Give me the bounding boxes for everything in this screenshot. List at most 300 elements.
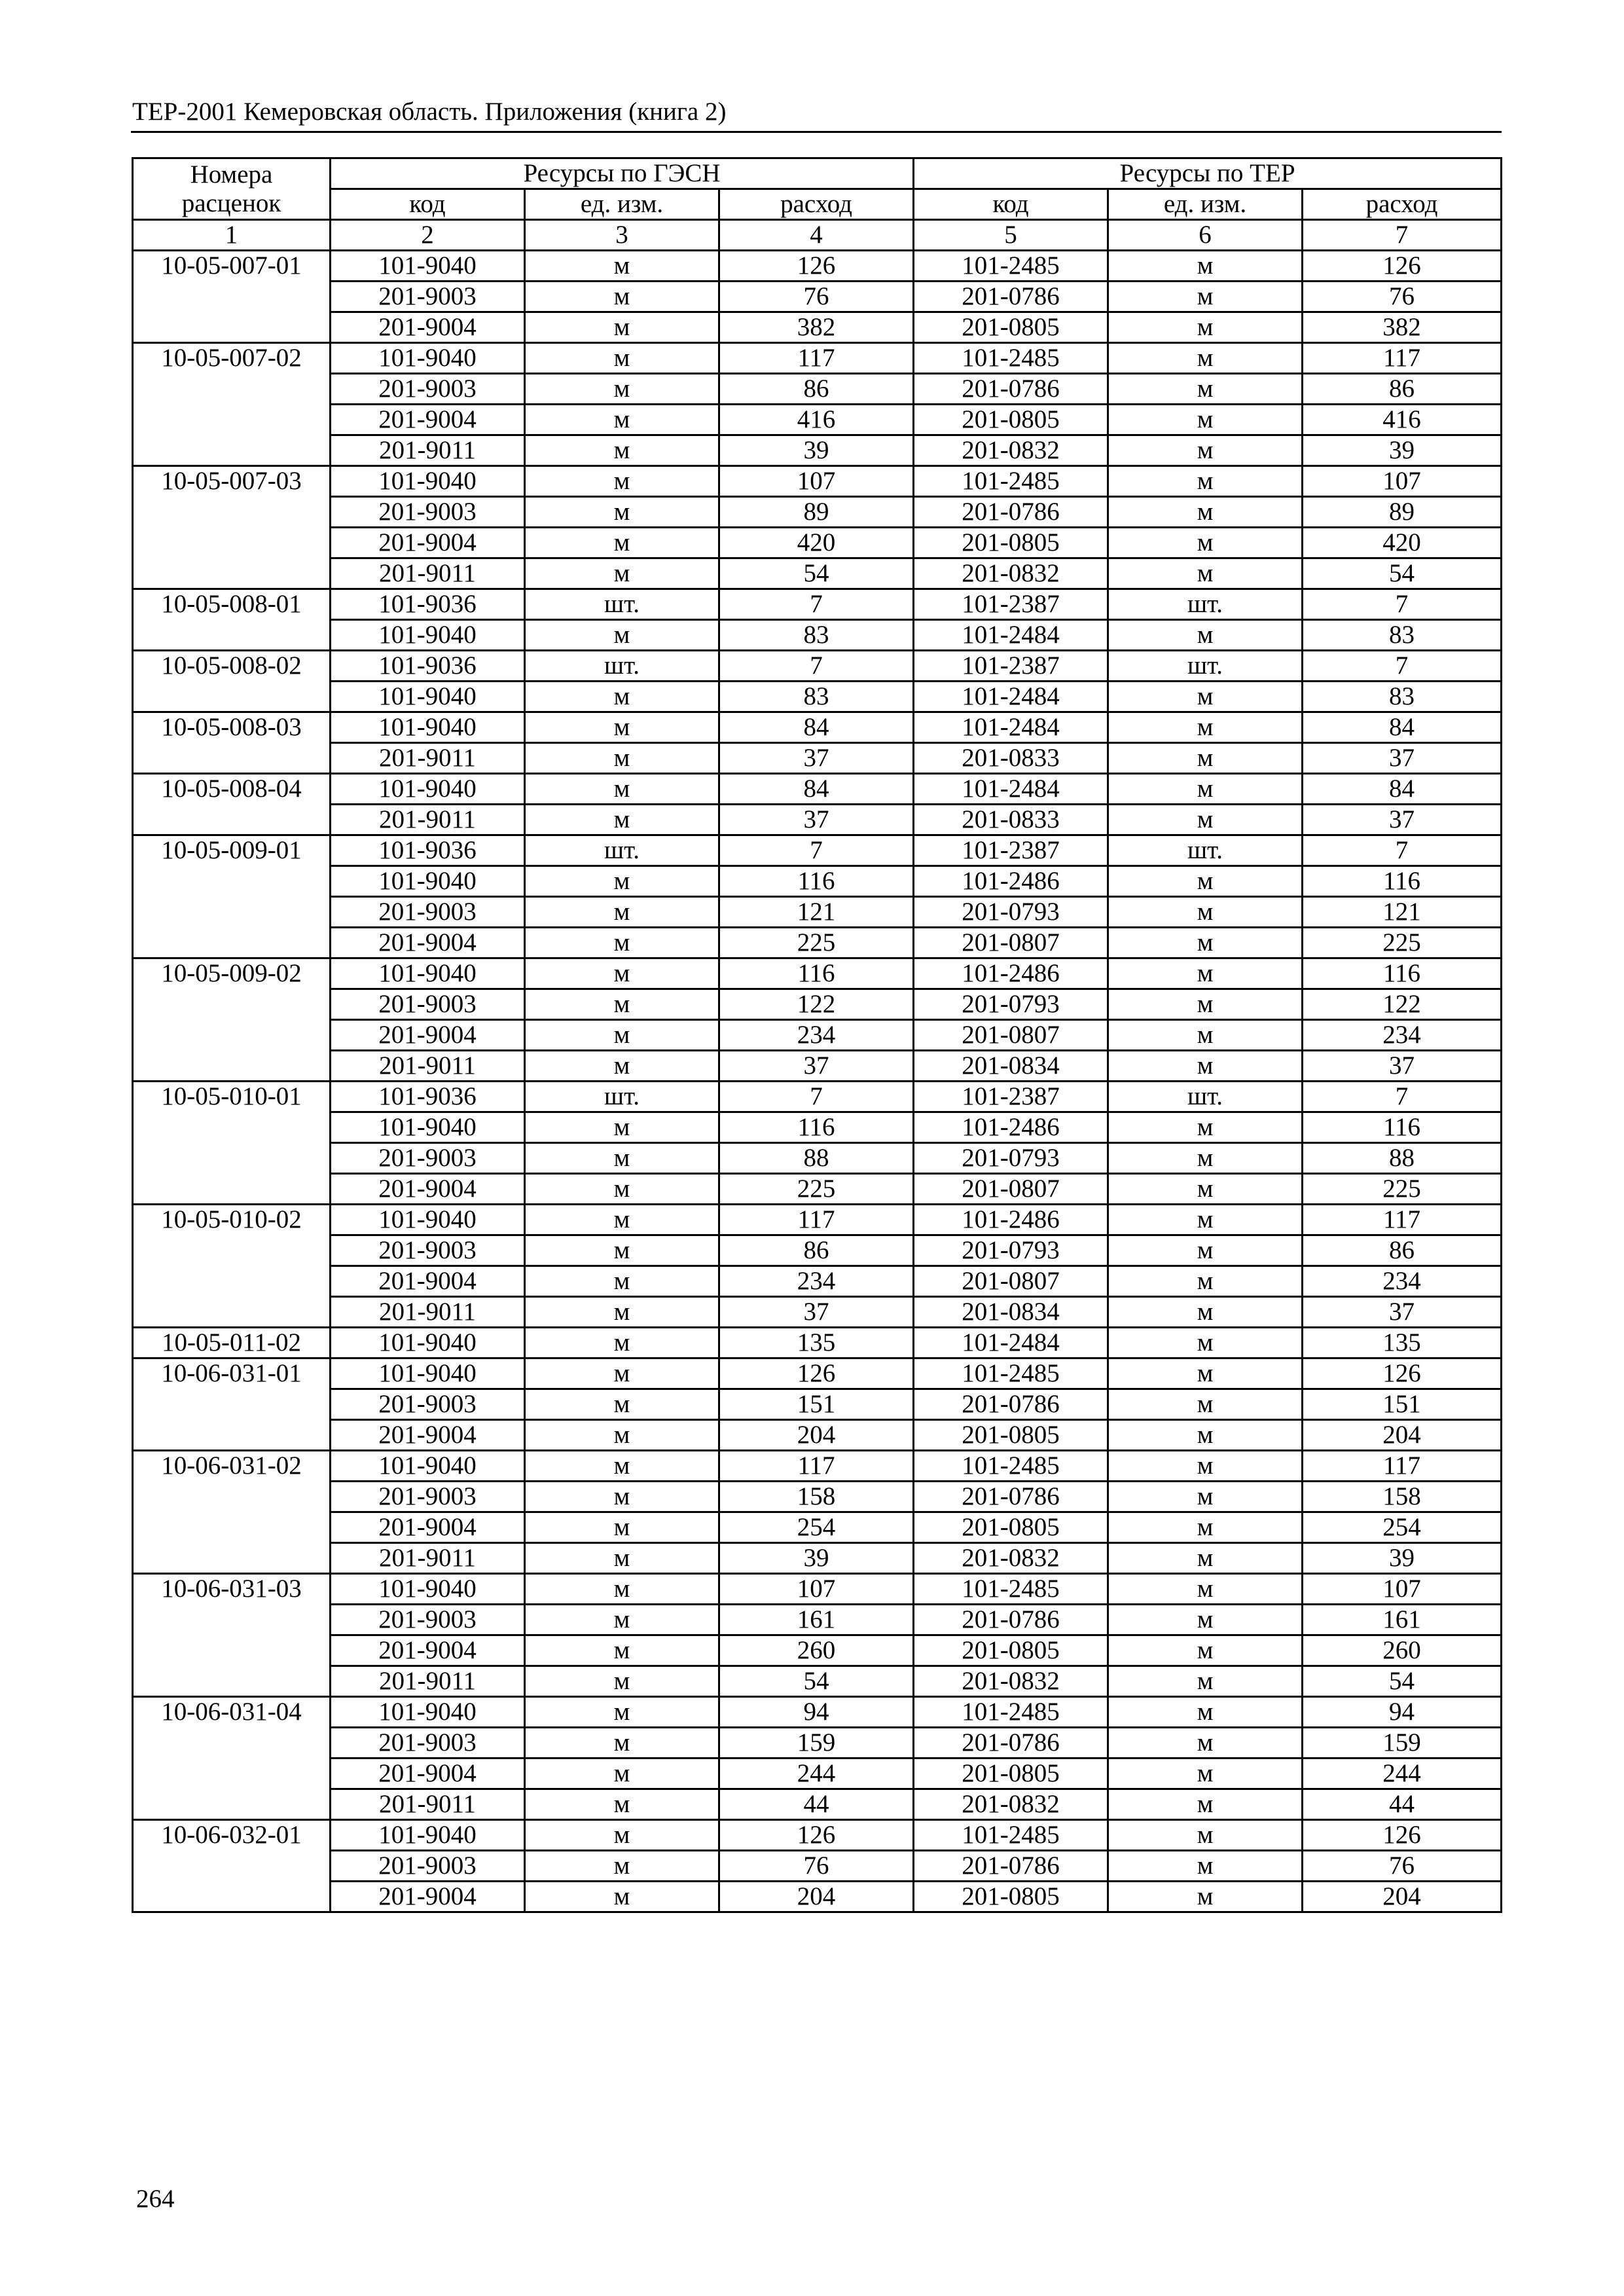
ter-consumption-cell: 234	[1303, 1020, 1502, 1051]
gesn-code-cell: 201-9004	[331, 1020, 525, 1051]
ter-unit-cell: м	[1108, 435, 1303, 466]
ter-consumption-cell: 37	[1303, 805, 1502, 835]
ter-consumption-cell: 126	[1303, 1358, 1502, 1389]
gesn-unit-cell: м	[525, 1297, 719, 1328]
ter-unit-cell: м	[1108, 466, 1303, 497]
ter-unit-cell: м	[1108, 1020, 1303, 1051]
gesn-code-cell: 101-9040	[331, 620, 525, 651]
table-row	[133, 866, 1502, 897]
table-row	[133, 1420, 1502, 1451]
gesn-unit-cell: м	[525, 1512, 719, 1543]
head-gesn-unit: ед. изм.	[525, 189, 719, 220]
table-row	[133, 1728, 1502, 1758]
page-header-title: ТЕР-2001 Кемеровская область. Приложения (книга 2)	[132, 98, 727, 126]
gesn-consumption-cell: 158	[719, 1482, 914, 1512]
table-row	[133, 1389, 1502, 1420]
ter-code-cell: 201-0832	[914, 1789, 1108, 1820]
ter-unit-cell: м	[1108, 1051, 1303, 1082]
ter-consumption-cell: 204	[1303, 1420, 1502, 1451]
table-row	[133, 743, 1502, 774]
ter-unit-cell: м	[1108, 866, 1303, 897]
ter-code-cell: 201-0805	[914, 1758, 1108, 1789]
table-body	[133, 251, 1502, 1912]
table-row	[133, 897, 1502, 928]
ter-consumption-cell: 126	[1303, 1820, 1502, 1851]
table-row	[133, 651, 1502, 682]
gesn-code-cell: 101-9040	[331, 1574, 525, 1605]
gesn-consumption-cell: 126	[719, 1820, 914, 1851]
table-row	[133, 1020, 1502, 1051]
table-row	[133, 682, 1502, 712]
gesn-unit-cell: м	[525, 528, 719, 558]
gesn-unit-cell: шт.	[525, 835, 719, 866]
ter-unit-cell: м	[1108, 374, 1303, 405]
ter-code-cell: 201-0832	[914, 1666, 1108, 1697]
table-row	[133, 805, 1502, 835]
gesn-consumption-cell: 94	[719, 1697, 914, 1728]
ter-code-cell: 101-2387	[914, 589, 1108, 620]
head-ter-unit: ед. изм.	[1108, 189, 1303, 220]
ter-code-cell: 101-2387	[914, 1082, 1108, 1112]
gesn-consumption-cell: 135	[719, 1328, 914, 1358]
gesn-code-cell: 101-9040	[331, 1358, 525, 1389]
gesn-code-cell: 201-9011	[331, 558, 525, 589]
gesn-consumption-cell: 89	[719, 497, 914, 528]
ter-unit-cell: м	[1108, 343, 1303, 374]
ter-consumption-cell: 416	[1303, 405, 1502, 435]
gesn-code-cell: 201-9004	[331, 1174, 525, 1205]
gesn-consumption-cell: 37	[719, 743, 914, 774]
ter-unit-cell: м	[1108, 958, 1303, 989]
ter-consumption-cell: 107	[1303, 466, 1502, 497]
ter-code-cell: 201-0805	[914, 1420, 1108, 1451]
ter-unit-cell: м	[1108, 989, 1303, 1020]
ter-unit-cell: м	[1108, 620, 1303, 651]
gesn-code-cell: 101-9040	[331, 1820, 525, 1851]
rate-number-cell: 10-05-007-02	[133, 343, 331, 466]
gesn-unit-cell: м	[525, 1758, 719, 1789]
gesn-unit-cell: м	[525, 1543, 719, 1574]
ter-consumption-cell: 54	[1303, 1666, 1502, 1697]
ter-unit-cell: м	[1108, 897, 1303, 928]
head-gesn-group: Ресурсы по ГЭСН	[331, 158, 914, 189]
table-row	[133, 1666, 1502, 1697]
ter-code-cell: 101-2485	[914, 1574, 1108, 1605]
ter-consumption-cell: 117	[1303, 1451, 1502, 1482]
col-number: 6	[1108, 220, 1303, 251]
ter-consumption-cell: 37	[1303, 1051, 1502, 1082]
gesn-unit-cell: м	[525, 1205, 719, 1235]
rate-number-cell: 10-06-031-04	[133, 1697, 331, 1820]
ter-unit-cell: м	[1108, 1235, 1303, 1266]
ter-consumption-cell: 84	[1303, 774, 1502, 805]
table-row	[133, 1543, 1502, 1574]
ter-code-cell: 201-0805	[914, 1882, 1108, 1912]
ter-code-cell: 101-2484	[914, 1328, 1108, 1358]
ter-unit-cell: шт.	[1108, 589, 1303, 620]
ter-unit-cell: м	[1108, 1728, 1303, 1758]
ter-code-cell: 201-0786	[914, 1728, 1108, 1758]
gesn-consumption-cell: 116	[719, 1112, 914, 1143]
gesn-unit-cell: м	[525, 989, 719, 1020]
ter-code-cell: 101-2484	[914, 774, 1108, 805]
gesn-unit-cell: м	[525, 958, 719, 989]
gesn-consumption-cell: 107	[719, 466, 914, 497]
gesn-code-cell: 201-9011	[331, 743, 525, 774]
gesn-unit-cell: м	[525, 1020, 719, 1051]
table-row	[133, 1512, 1502, 1543]
ter-consumption-cell: 159	[1303, 1728, 1502, 1758]
gesn-consumption-cell: 126	[719, 1358, 914, 1389]
gesn-consumption-cell: 117	[719, 343, 914, 374]
ter-unit-cell: м	[1108, 1174, 1303, 1205]
gesn-code-cell: 101-9040	[331, 712, 525, 743]
gesn-unit-cell: шт.	[525, 589, 719, 620]
ter-code-cell: 101-2485	[914, 1358, 1108, 1389]
ter-unit-cell: м	[1108, 1420, 1303, 1451]
ter-unit-cell: м	[1108, 282, 1303, 312]
gesn-code-cell: 101-9040	[331, 1328, 525, 1358]
gesn-code-cell: 201-9003	[331, 282, 525, 312]
gesn-unit-cell: м	[525, 1051, 719, 1082]
rate-number-cell: 10-05-007-03	[133, 466, 331, 589]
ter-consumption-cell: 39	[1303, 1543, 1502, 1574]
gesn-code-cell: 101-9040	[331, 774, 525, 805]
ter-unit-cell: м	[1108, 1697, 1303, 1728]
header-rule	[131, 131, 1502, 133]
ter-consumption-cell: 86	[1303, 1235, 1502, 1266]
ter-unit-cell: м	[1108, 497, 1303, 528]
ter-consumption-cell: 234	[1303, 1266, 1502, 1297]
table-row	[133, 712, 1502, 743]
table-row	[133, 312, 1502, 343]
gesn-code-cell: 101-9040	[331, 466, 525, 497]
gesn-consumption-cell: 83	[719, 620, 914, 651]
gesn-code-cell: 201-9003	[331, 374, 525, 405]
ter-consumption-cell: 161	[1303, 1605, 1502, 1635]
gesn-unit-cell: м	[525, 1451, 719, 1482]
gesn-unit-cell: м	[525, 1605, 719, 1635]
gesn-code-cell: 101-9036	[331, 589, 525, 620]
ter-consumption-cell: 94	[1303, 1697, 1502, 1728]
gesn-unit-cell: м	[525, 1328, 719, 1358]
ter-code-cell: 101-2484	[914, 620, 1108, 651]
ter-unit-cell: м	[1108, 928, 1303, 958]
page-number: 264	[136, 2185, 175, 2213]
ter-unit-cell: м	[1108, 1851, 1303, 1882]
table-row	[133, 251, 1502, 282]
table-row	[133, 1851, 1502, 1882]
gesn-code-cell: 201-9003	[331, 1235, 525, 1266]
table-row	[133, 343, 1502, 374]
ter-code-cell: 201-0834	[914, 1051, 1108, 1082]
ter-code-cell: 101-2484	[914, 712, 1108, 743]
gesn-unit-cell: м	[525, 1143, 719, 1174]
ter-code-cell: 201-0786	[914, 1482, 1108, 1512]
ter-consumption-cell: 37	[1303, 1297, 1502, 1328]
ter-consumption-cell: 39	[1303, 435, 1502, 466]
ter-consumption-cell: 116	[1303, 958, 1502, 989]
gesn-unit-cell: шт.	[525, 651, 719, 682]
gesn-code-cell: 201-9004	[331, 1882, 525, 1912]
table-row	[133, 989, 1502, 1020]
ter-code-cell: 101-2485	[914, 1820, 1108, 1851]
gesn-code-cell: 101-9040	[331, 1451, 525, 1482]
gesn-unit-cell: м	[525, 343, 719, 374]
gesn-unit-cell: м	[525, 805, 719, 835]
gesn-code-cell: 101-9040	[331, 1205, 525, 1235]
rate-number-cell: 10-06-032-01	[133, 1820, 331, 1912]
col-number: 5	[914, 220, 1108, 251]
gesn-unit-cell: м	[525, 774, 719, 805]
ter-unit-cell: м	[1108, 1512, 1303, 1543]
gesn-consumption-cell: 84	[719, 774, 914, 805]
ter-consumption-cell: 44	[1303, 1789, 1502, 1820]
table-row	[133, 1820, 1502, 1851]
gesn-code-cell: 201-9011	[331, 1297, 525, 1328]
gesn-unit-cell: м	[525, 866, 719, 897]
ter-consumption-cell: 117	[1303, 1205, 1502, 1235]
ter-code-cell: 201-0832	[914, 435, 1108, 466]
ter-consumption-cell: 84	[1303, 712, 1502, 743]
table-row	[133, 1328, 1502, 1358]
rate-number-cell: 10-05-008-03	[133, 712, 331, 774]
gesn-code-cell: 201-9003	[331, 989, 525, 1020]
gesn-code-cell: 101-9040	[331, 1697, 525, 1728]
ter-code-cell: 201-0807	[914, 1020, 1108, 1051]
gesn-unit-cell: м	[525, 682, 719, 712]
ter-code-cell: 201-0805	[914, 405, 1108, 435]
ter-code-cell: 201-0805	[914, 1635, 1108, 1666]
gesn-consumption-cell: 84	[719, 712, 914, 743]
gesn-consumption-cell: 116	[719, 958, 914, 989]
gesn-code-cell: 201-9003	[331, 497, 525, 528]
ter-unit-cell: м	[1108, 743, 1303, 774]
gesn-consumption-cell: 204	[719, 1882, 914, 1912]
gesn-unit-cell: м	[525, 1789, 719, 1820]
gesn-consumption-cell: 151	[719, 1389, 914, 1420]
ter-code-cell: 201-0793	[914, 897, 1108, 928]
gesn-unit-cell: м	[525, 1266, 719, 1297]
ter-consumption-cell: 86	[1303, 374, 1502, 405]
gesn-consumption-cell: 54	[719, 558, 914, 589]
gesn-consumption-cell: 126	[719, 251, 914, 282]
rate-number-cell: 10-05-010-01	[133, 1082, 331, 1205]
ter-code-cell: 201-0793	[914, 989, 1108, 1020]
rate-number-cell: 10-06-031-02	[133, 1451, 331, 1574]
gesn-consumption-cell: 159	[719, 1728, 914, 1758]
ter-consumption-cell: 382	[1303, 312, 1502, 343]
gesn-consumption-cell: 7	[719, 651, 914, 682]
gesn-consumption-cell: 416	[719, 405, 914, 435]
ter-consumption-cell: 54	[1303, 558, 1502, 589]
gesn-unit-cell: м	[525, 1666, 719, 1697]
ter-code-cell: 201-0832	[914, 558, 1108, 589]
ter-unit-cell: м	[1108, 682, 1303, 712]
gesn-code-cell: 201-9003	[331, 897, 525, 928]
gesn-unit-cell: м	[525, 1174, 719, 1205]
gesn-consumption-cell: 161	[719, 1605, 914, 1635]
ter-consumption-cell: 254	[1303, 1512, 1502, 1543]
ter-consumption-cell: 7	[1303, 835, 1502, 866]
gesn-code-cell: 201-9004	[331, 528, 525, 558]
ter-unit-cell: м	[1108, 1112, 1303, 1143]
gesn-consumption-cell: 225	[719, 928, 914, 958]
table-row	[133, 1082, 1502, 1112]
ter-unit-cell: м	[1108, 558, 1303, 589]
rate-number-cell: 10-05-007-01	[133, 251, 331, 343]
table-row	[133, 1882, 1502, 1912]
table-row	[133, 528, 1502, 558]
ter-code-cell: 201-0832	[914, 1543, 1108, 1574]
table-row	[133, 928, 1502, 958]
gesn-code-cell: 201-9003	[331, 1851, 525, 1882]
table-row	[133, 466, 1502, 497]
ter-unit-cell: м	[1108, 1358, 1303, 1389]
rate-number-cell: 10-05-010-02	[133, 1205, 331, 1328]
head-row-1	[133, 158, 1502, 189]
gesn-consumption-cell: 7	[719, 589, 914, 620]
gesn-consumption-cell: 86	[719, 374, 914, 405]
table-row	[133, 374, 1502, 405]
ter-unit-cell: м	[1108, 1820, 1303, 1851]
ter-code-cell: 101-2486	[914, 958, 1108, 989]
ter-unit-cell: м	[1108, 1451, 1303, 1482]
gesn-consumption-cell: 54	[719, 1666, 914, 1697]
ter-unit-cell: м	[1108, 1635, 1303, 1666]
ter-consumption-cell: 204	[1303, 1882, 1502, 1912]
ter-unit-cell: м	[1108, 774, 1303, 805]
gesn-code-cell: 201-9004	[331, 928, 525, 958]
ter-code-cell: 201-0834	[914, 1297, 1108, 1328]
ter-unit-cell: м	[1108, 1574, 1303, 1605]
gesn-code-cell: 101-9040	[331, 343, 525, 374]
ter-code-cell: 201-0786	[914, 1389, 1108, 1420]
gesn-unit-cell: м	[525, 897, 719, 928]
gesn-unit-cell: м	[525, 497, 719, 528]
resources-table	[132, 157, 1502, 1913]
table-row	[133, 589, 1502, 620]
gesn-unit-cell: м	[525, 558, 719, 589]
table-row	[133, 1297, 1502, 1328]
rate-number-cell: 10-05-008-02	[133, 651, 331, 712]
table-row	[133, 1758, 1502, 1789]
table-row	[133, 1697, 1502, 1728]
ter-code-cell: 101-2485	[914, 251, 1108, 282]
gesn-code-cell: 101-9040	[331, 958, 525, 989]
gesn-unit-cell: м	[525, 1882, 719, 1912]
head-row-2	[133, 189, 1502, 220]
rate-number-cell: 10-05-008-04	[133, 774, 331, 835]
ter-unit-cell: м	[1108, 1266, 1303, 1297]
ter-unit-cell: м	[1108, 1328, 1303, 1358]
ter-code-cell: 101-2485	[914, 343, 1108, 374]
ter-unit-cell: м	[1108, 1143, 1303, 1174]
ter-code-cell: 201-0786	[914, 497, 1108, 528]
gesn-consumption-cell: 234	[719, 1020, 914, 1051]
ter-code-cell: 201-0833	[914, 743, 1108, 774]
table-row	[133, 1174, 1502, 1205]
table-row	[133, 1358, 1502, 1389]
ter-consumption-cell: 420	[1303, 528, 1502, 558]
ter-unit-cell: м	[1108, 405, 1303, 435]
ter-unit-cell: м	[1108, 1297, 1303, 1328]
ter-consumption-cell: 83	[1303, 682, 1502, 712]
table-row	[133, 405, 1502, 435]
gesn-unit-cell: м	[525, 405, 719, 435]
ter-unit-cell: шт.	[1108, 1082, 1303, 1112]
table-row	[133, 497, 1502, 528]
ter-unit-cell: м	[1108, 528, 1303, 558]
gesn-consumption-cell: 44	[719, 1789, 914, 1820]
gesn-consumption-cell: 7	[719, 835, 914, 866]
head-ter-consumption: расход	[1303, 189, 1502, 220]
gesn-unit-cell: м	[525, 928, 719, 958]
gesn-unit-cell: м	[525, 1482, 719, 1512]
gesn-consumption-cell: 39	[719, 1543, 914, 1574]
gesn-code-cell: 201-9004	[331, 1512, 525, 1543]
gesn-unit-cell: м	[525, 466, 719, 497]
ter-consumption-cell: 126	[1303, 251, 1502, 282]
gesn-unit-cell: м	[525, 620, 719, 651]
table-row	[133, 774, 1502, 805]
ter-unit-cell: шт.	[1108, 651, 1303, 682]
gesn-code-cell: 201-9011	[331, 435, 525, 466]
ter-code-cell: 201-0807	[914, 928, 1108, 958]
gesn-code-cell: 201-9004	[331, 1266, 525, 1297]
gesn-code-cell: 201-9004	[331, 1758, 525, 1789]
ter-consumption-cell: 122	[1303, 989, 1502, 1020]
ter-code-cell: 201-0786	[914, 1605, 1108, 1635]
table-row	[133, 1112, 1502, 1143]
gesn-consumption-cell: 117	[719, 1205, 914, 1235]
table-row	[133, 1574, 1502, 1605]
rate-number-cell: 10-06-031-01	[133, 1358, 331, 1451]
gesn-code-cell: 201-9011	[331, 1789, 525, 1820]
gesn-code-cell: 101-9040	[331, 251, 525, 282]
ter-consumption-cell: 260	[1303, 1635, 1502, 1666]
ter-code-cell: 101-2387	[914, 835, 1108, 866]
gesn-consumption-cell: 204	[719, 1420, 914, 1451]
ter-code-cell: 101-2486	[914, 866, 1108, 897]
ter-unit-cell: м	[1108, 712, 1303, 743]
gesn-code-cell: 201-9003	[331, 1143, 525, 1174]
ter-consumption-cell: 7	[1303, 1082, 1502, 1112]
head-rate-numbers: Номера расценок	[133, 158, 331, 220]
ter-consumption-cell: 7	[1303, 651, 1502, 682]
ter-consumption-cell: 116	[1303, 866, 1502, 897]
rate-number-cell: 10-06-031-03	[133, 1574, 331, 1697]
ter-consumption-cell: 89	[1303, 497, 1502, 528]
gesn-code-cell: 201-9003	[331, 1482, 525, 1512]
ter-consumption-cell: 88	[1303, 1143, 1502, 1174]
ter-code-cell: 101-2485	[914, 466, 1108, 497]
col-number: 2	[331, 220, 525, 251]
gesn-consumption-cell: 107	[719, 1574, 914, 1605]
gesn-unit-cell: м	[525, 1697, 719, 1728]
ter-unit-cell: м	[1108, 1789, 1303, 1820]
gesn-consumption-cell: 76	[719, 282, 914, 312]
table-row	[133, 1482, 1502, 1512]
col-number: 1	[133, 220, 331, 251]
table-row	[133, 1051, 1502, 1082]
gesn-code-cell: 201-9004	[331, 1635, 525, 1666]
gesn-unit-cell: м	[525, 1635, 719, 1666]
table-row	[133, 1789, 1502, 1820]
gesn-code-cell: 101-9036	[331, 835, 525, 866]
ter-code-cell: 201-0807	[914, 1174, 1108, 1205]
ter-consumption-cell: 151	[1303, 1389, 1502, 1420]
